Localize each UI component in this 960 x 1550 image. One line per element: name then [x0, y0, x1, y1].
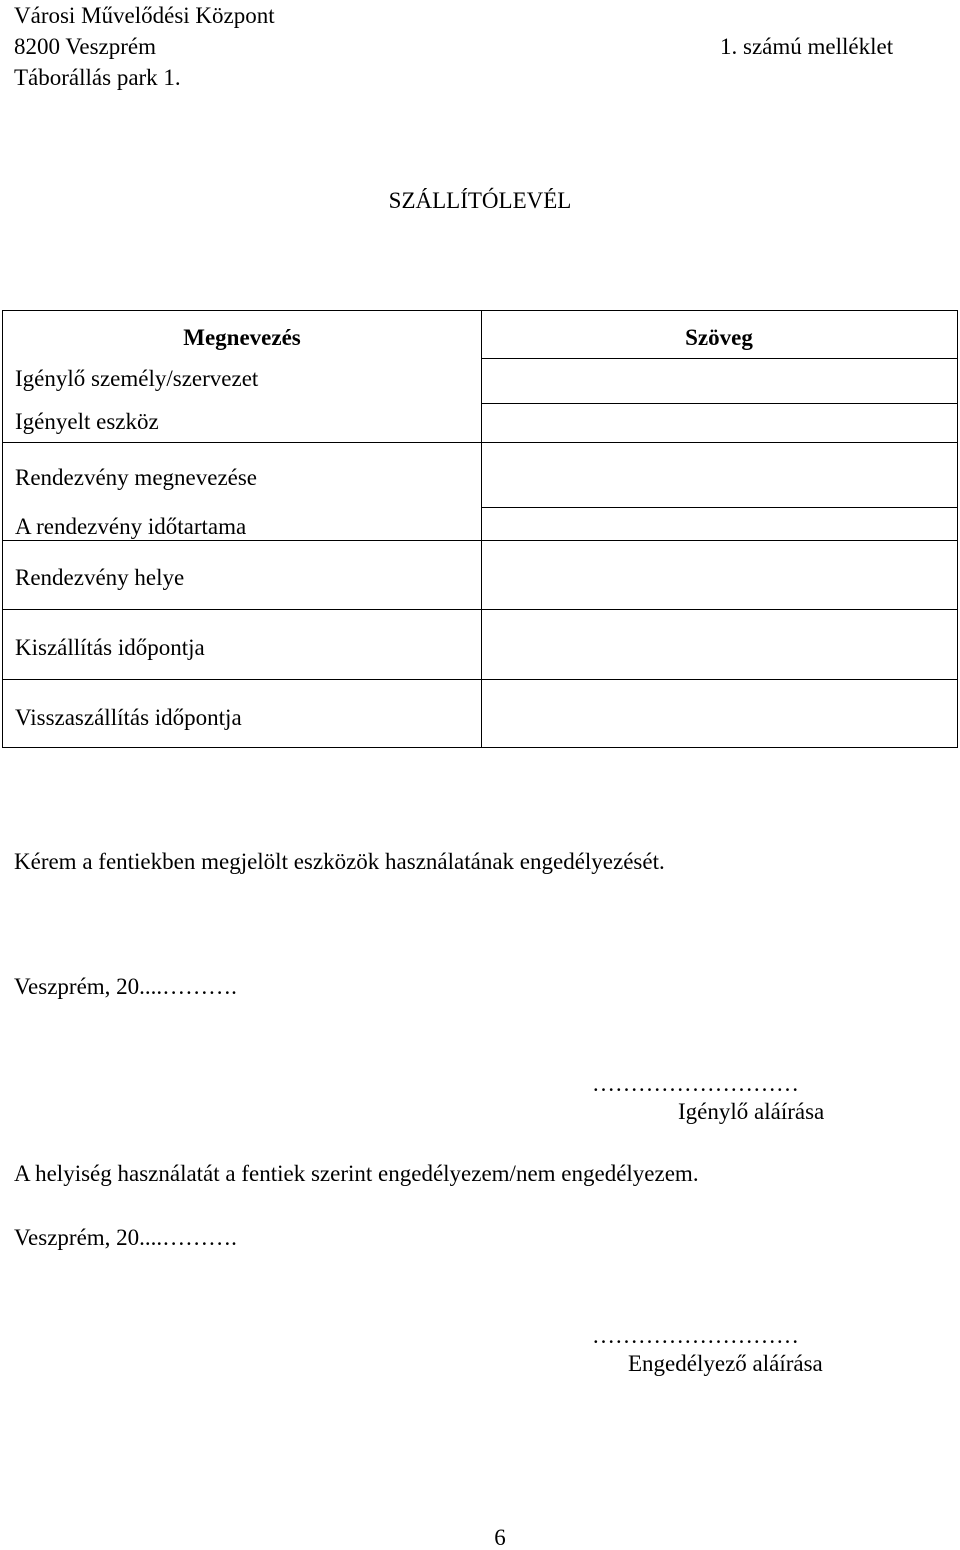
- column-header-szoveg: Szöveg: [685, 325, 753, 350]
- delivery-table: [2, 310, 958, 748]
- row-label-rendezveny-megnevezese: Rendezvény megnevezése: [15, 465, 258, 490]
- approver-signature-label: Engedélyező aláírása: [628, 1351, 823, 1376]
- approval-text: A helyiség használatát a fentiek szerint engedélyezem/nem engedélyezem.: [14, 1161, 699, 1186]
- document-title: SZÁLLÍTÓLEVÉL: [388, 188, 572, 213]
- column-header-megnevezes: Megnevezés: [183, 325, 301, 350]
- row-label-igenylo: Igénylő személy/szervezet: [15, 366, 259, 391]
- requester-signature-line: ………………………: [592, 1071, 799, 1096]
- row-label-idotartam: A rendezvény időtartama: [15, 514, 247, 539]
- date-line-approval: Veszprém, 20....……….: [14, 1225, 237, 1250]
- date-line-request: Veszprém, 20....……….: [14, 974, 237, 999]
- table-row-divider: [3, 540, 957, 541]
- row-label-kiszallitas: Kiszállítás időpontja: [15, 635, 205, 660]
- organization-name: Városi Művelődési Központ: [14, 3, 275, 28]
- approver-signature-line: ………………………: [592, 1323, 799, 1348]
- requester-signature-label: Igénylő aláírása: [678, 1099, 825, 1124]
- organization-city: 8200 Veszprém: [14, 34, 157, 59]
- table-row-divider: [3, 442, 957, 443]
- table-row-divider: [481, 403, 957, 404]
- row-label-visszaszallitas: Visszaszállítás időpontja: [15, 705, 242, 730]
- organization-address: Táborállás park 1.: [14, 65, 181, 90]
- page-number: 6: [494, 1525, 506, 1550]
- annex-label: 1. számú melléklet: [720, 34, 894, 59]
- row-label-helye: Rendezvény helye: [15, 565, 185, 590]
- table-column-divider: [481, 311, 482, 747]
- table-row-divider: [3, 609, 957, 610]
- table-row-divider: [481, 358, 957, 359]
- table-row-divider: [481, 507, 957, 508]
- row-label-eszkoz: Igényelt eszköz: [15, 409, 159, 434]
- request-text: Kérem a fentiekben megjelölt eszközök használatának engedélyezését.: [14, 849, 665, 874]
- table-row-divider: [3, 679, 957, 680]
